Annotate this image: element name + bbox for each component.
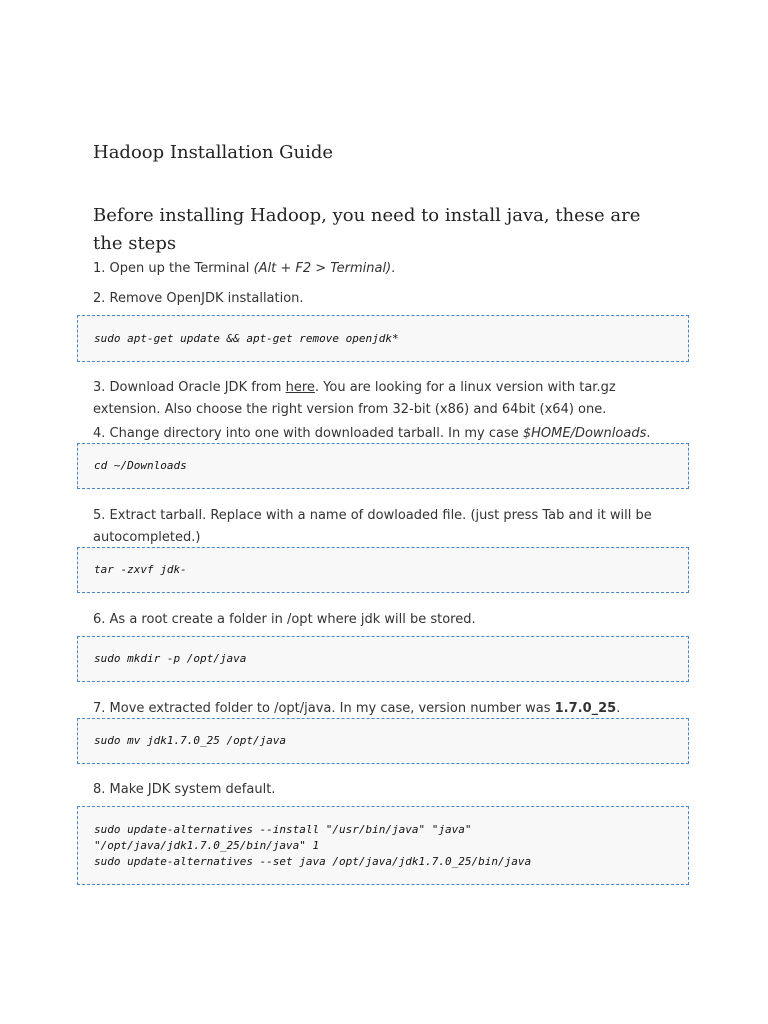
step-4 [93,423,683,445]
step-7-tail: . [616,701,621,716]
step-4-tail: . [646,426,651,441]
step-2: 2. Remove OpenJDK installation. [93,291,304,306]
step-3-text: 3. Download Oracle JDK from [93,380,286,395]
step-8: 8. Make JDK system default. [93,782,276,797]
code-block-cd-downloads[interactable] [77,443,689,489]
code-line: "/opt/java/jdk1.7.0_25/bin/java" 1 [94,838,320,852]
step-3 [93,377,683,421]
code-line: sudo update-alternatives --install "/usr/bin/java" "java" [94,822,472,836]
step-1 [93,258,683,280]
code-block-update-alternatives[interactable] [77,806,689,885]
code-block-mkdir[interactable] [77,636,689,682]
step-4-path: $HOME/Downloads [522,426,647,441]
oracle-jdk-link[interactable]: here [285,380,315,395]
step-3-rest: . You are looking for a linux version with tar.gz extension. Also choose the right version from 32-bit (x86) and 64bit (x64) one. [93,380,616,417]
step-1-text: 1. Open up the Terminal [93,261,254,276]
code-line: cd ~/Downloads [94,459,187,472]
code-block-extract-tarball[interactable] [77,547,689,593]
code-line: sudo mkdir -p /opt/java [94,652,247,665]
code-line: sudo mv jdk1.7.0_25 /opt/java [94,734,287,747]
step-6: 6. As a root create a folder in /opt where jdk will be stored. [93,612,476,627]
step-4-text: 4. Change directory into one with downloaded tarball. In my case [93,426,523,441]
page-title: Hadoop Installation Guide [93,142,334,163]
step-7-version: 1.7.0_25 [554,701,617,716]
step-5: 5. Extract tarball. Replace with a name of dowloaded file. (just press Tab and it will be autocompleted.) [93,508,652,545]
step-1-shortcut: (Alt + F2 > Terminal) [253,261,392,276]
step-1-tail: . [391,261,396,276]
step-7-text: 7. Move extracted folder to /opt/java. In my case, version number was [93,701,555,716]
step-7 [93,698,683,720]
code-line: tar -zxvf jdk- [94,563,187,576]
code-line: sudo update-alternatives --set java /opt/java/jdk1.7.0_25/bin/java [94,854,532,868]
code-line: sudo apt-get update && apt-get remove openjdk* [94,331,399,345]
code-block-remove-openjdk[interactable] [77,315,689,362]
code-block-move-jdk[interactable] [77,718,689,764]
section-heading: Before installing Hadoop, you need to install java, these are the steps [93,205,641,254]
